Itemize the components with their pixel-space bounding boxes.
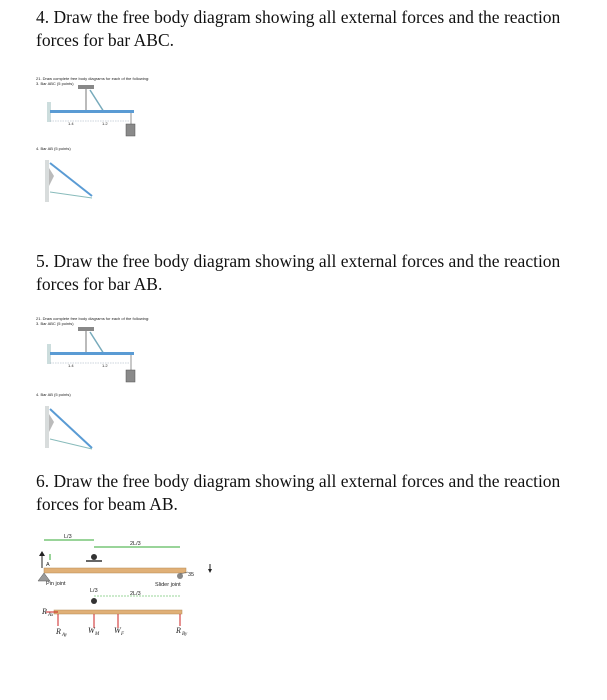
wall-ab [45,406,49,448]
hanging-weight [126,370,135,382]
r-by-sub: By [182,632,188,637]
question-5-number: 5. [36,251,50,271]
w-m: W [88,626,95,635]
bar-abc [50,110,134,113]
fig2-dim-right: 1.2 [102,363,108,368]
fig1-sub-caption: 4. Bar AB (5 points) [36,146,71,151]
fbd-beam [54,610,182,614]
question-6-number: 6. [36,471,50,491]
pin-joint-symbol [38,573,50,581]
question-6-text: Draw the free body diagram showing all external forces and the reaction forces for beam AB. [36,471,561,514]
figure-bar-ab [30,308,230,458]
question-5 [36,250,596,296]
label-a: A [46,562,50,568]
figure-beam-ab [30,530,230,655]
support-cable [50,439,92,449]
bar-ab [50,409,92,448]
dim-bot-left: L/3 [90,588,98,594]
bar-ab [50,163,92,196]
question-4 [36,6,596,52]
question-6 [36,470,596,516]
fig1-dim-left: 1.4 [68,121,74,126]
r-ay: R [56,627,61,636]
figure-bar-abc [30,68,230,218]
question-5-text: Draw the free body diagram showing all external forces and the reaction forces for bar AB. [36,251,561,294]
wall-ab [45,160,49,202]
pin-support [49,168,54,186]
ceiling-support [78,85,94,89]
w-f: W [114,626,121,635]
strut [90,332,104,354]
question-4-number: 4. [36,7,50,27]
fig2-dim-left: 1.4 [68,363,74,368]
fig1-caption-1: 21. Draw complete free body diagrams for each of the following: [36,76,150,81]
slider-angle: 35 [188,572,195,578]
dim-bot-right: 2L/3 [130,591,141,597]
r-ax-sub: Ax [48,613,54,618]
fig2-caption-2: 3. Bar ABC (5 points) [36,321,74,326]
strut [90,90,104,112]
dim-top-left: L/3 [64,534,72,540]
fig1-caption-2: 3. Bar ABC (5 points) [36,81,74,86]
w-f-sub: F [121,632,125,637]
question-4-text: Draw the free body diagram showing all external forces and the reaction forces for bar ABC. [36,7,561,50]
fig1-dim-right: 1.2 [102,121,108,126]
ceiling-support [78,327,94,331]
pin-joint-label: Pin joint [46,581,66,587]
slider-joint-label: Slider joint [155,582,181,588]
r-by: R [176,626,181,635]
bar-abc [50,352,134,355]
beam [44,568,186,573]
hanging-weight [126,124,135,136]
motor [91,554,97,560]
r-ax: R [42,607,47,616]
applied-force-arrowhead [208,569,212,573]
w-m-sub: M [95,632,100,637]
fbd-motor [91,598,97,604]
r-ay-sub: Ay [62,633,67,638]
support-cable [50,192,92,198]
fig2-caption-1: 21. Draw complete free body diagrams for each of the following: [36,316,150,321]
fig2-sub-caption: 4. Bar AB (5 points) [36,392,71,397]
dim-top-right: 2L/3 [130,541,141,547]
reaction-arrowhead-a [39,551,45,556]
pin-support [49,414,54,432]
